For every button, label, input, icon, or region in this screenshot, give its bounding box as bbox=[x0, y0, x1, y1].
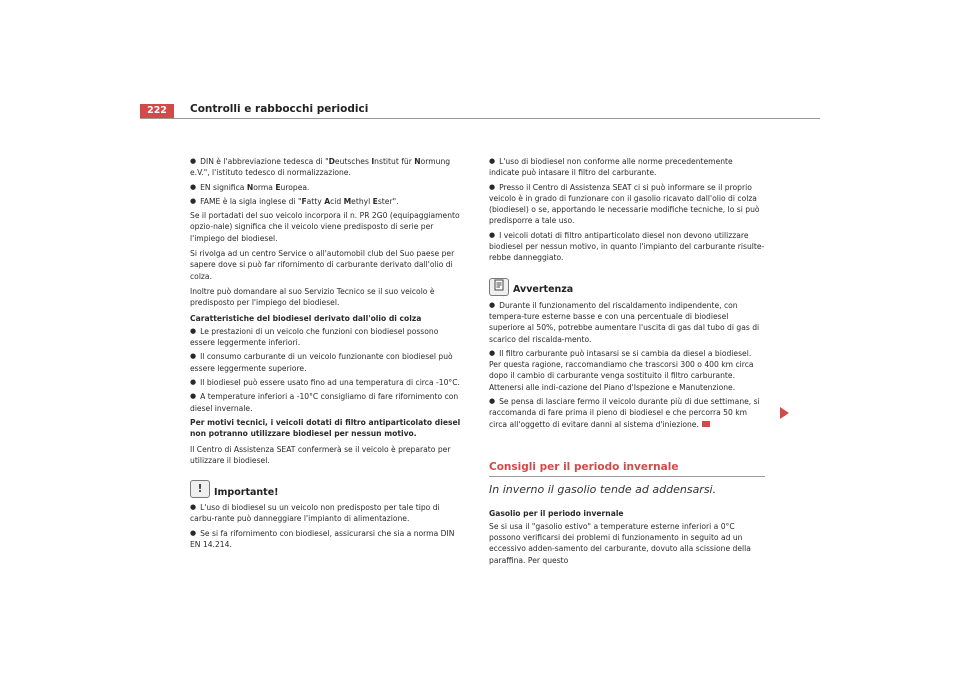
list-item: ● Presso il Centro di Assistenza SEAT ci si può informare se il proprio veicolo è in grado di funzionare con il gasolio ricavato dall'olio di colza (biodiesel) o se, apportando le necessarie modifiche tecniche, lo si può predisporre a tale uso. bbox=[489, 182, 760, 226]
page-number: 222 bbox=[140, 104, 174, 118]
section-subheading: Gasolio per il periodo invernale bbox=[489, 508, 624, 518]
characteristics-heading: Caratteristiche del biodiesel derivato dall'olio di colza bbox=[190, 313, 422, 323]
list-item: ● Il biodiesel può essere usato fino ad una temperatura di circa -10°C. bbox=[190, 378, 460, 388]
list-item: ● Se si fa rifornimento con biodiesel, assicurarsi che sia a norma DIN EN 14.214. bbox=[190, 528, 455, 550]
service-note: Il Centro di Assistenza SEAT confermerà se il veicolo è preparato per utilizzare il biodiesel. bbox=[190, 444, 451, 465]
list-item: ● I veicoli dotati di filtro antiparticolato diesel non devono utilizzare biodiesel per nessun motivo, in quanto l'impianto del carburante risulte-rebbe danneggiato. bbox=[489, 230, 765, 263]
note-icon-graphic bbox=[493, 279, 505, 291]
paragraph: Inoltre può domandare al suo Servizio Tecnico se il suo veicolo è predisposto per l'impiego del biodiesel. bbox=[190, 286, 435, 308]
left-column bbox=[190, 156, 465, 553]
right-column bbox=[489, 156, 765, 570]
bullet-icon: ● bbox=[190, 326, 197, 335]
bullet-icon: ● bbox=[190, 503, 197, 512]
header-divider bbox=[140, 118, 820, 119]
note-icon bbox=[489, 278, 509, 296]
list-item: ● DIN è l'abbreviazione tedesca di "Deutsches Institut für Normung e.V.", l'istituto tedesco di normalizzazione. bbox=[190, 157, 451, 178]
bullet-icon: ● bbox=[489, 157, 496, 165]
paragraph: Se il portadati del suo veicolo incorpora il n. PR 2G0 (equipaggiamento opzio-nale) significa che il veicolo viene predisposto di serie per l'impiego del biodiesel. bbox=[190, 211, 460, 243]
bullet-icon: ● bbox=[190, 352, 197, 361]
paragraph: Se si usa il "gasolio estivo" a temperature esterne inferiori a 0°C possono verificarsi dei problemi di funzionamento in seguito ad un eccessivo adden-samento del carburante, dovuto alla scissione della paraffina. Per questo bbox=[489, 521, 751, 565]
page-header-title: Controlli e rabbocchi periodici bbox=[190, 103, 369, 115]
list-item: ● EN significa Norma Europea. bbox=[190, 182, 310, 192]
section-subtitle: In inverno il gasolio tende ad addensarsi. bbox=[489, 483, 717, 497]
paragraph: Si rivolga ad un centro Service o all'automobil club del Suo paese per sapere dove si può far rifornimento di carburante derivato dall'olio di colza. bbox=[190, 249, 455, 281]
bullet-icon: ● bbox=[489, 182, 496, 191]
bullet-icon: ● bbox=[190, 392, 197, 401]
list-item: ● L'uso di biodiesel non conforme alle norme precedentemente indicate può intasare il filtro del carburante. bbox=[489, 157, 733, 178]
important-title: Importante! bbox=[214, 486, 279, 498]
exclamation-icon: ! bbox=[190, 480, 210, 498]
section-title: Consigli per il periodo invernale bbox=[489, 462, 765, 477]
bullet-icon: ● bbox=[190, 196, 197, 205]
bullet-icon: ● bbox=[489, 300, 496, 309]
bullet-icon: ● bbox=[190, 182, 197, 191]
list-item: ● Il consumo carburante di un veicolo funzionante con biodiesel può essere leggermente superiore. bbox=[190, 352, 453, 373]
bullet-icon: ● bbox=[190, 378, 197, 387]
bullet-icon: ● bbox=[190, 528, 197, 537]
bullet-icon: ● bbox=[489, 230, 496, 239]
list-item: ● FAME è la sigla inglese di "Fatty Acid Methyl Ester". bbox=[190, 196, 399, 206]
list-item: ● Se pensa di lasciare fermo il veicolo durante più di due settimane, si raccomanda di fare prima il pieno di biodiesel e che percorra 50 km circa all'oggetto di evitare danni al sistema d'iniezione. bbox=[489, 397, 760, 429]
list-item: ● Le prestazioni di un veicolo che funzioni con biodiesel possono essere leggermente inferiori. bbox=[190, 326, 439, 348]
bullet-icon: ● bbox=[190, 157, 197, 165]
list-item: ● Durante il funzionamento del riscaldamento indipendente, con tempera-ture esterne basse e con una percentuale di biodiesel superiore al 50%, potrebbe aumentare l'uscita di gas dal tubo di gas di scarico del riscalda-mento. bbox=[489, 300, 760, 344]
end-of-section-icon bbox=[702, 421, 710, 427]
list-item: ● A temperature inferiori a -10°C consigliamo di fare rifornimento con diesel invernale. bbox=[190, 392, 459, 413]
warning-title: Avvertenza bbox=[513, 284, 574, 296]
list-item: ● Il filtro carburante può intasarsi se si cambia da diesel a biodiesel. Per questa ragione, raccomandiamo che trascorsi 300 o 400 km circa dopo il cambio di carburante venga sostituito il filtro carburante. Attenersi alle indi-cazione del Piano d'Ispezione e Manutenzione. bbox=[489, 348, 754, 392]
important-notice-header bbox=[190, 480, 465, 498]
technical-note: Per motivi tecnici, i veicoli dotati di filtro antiparticolato diesel non potranno utilizzare biodiesel per nessun motivo. bbox=[190, 417, 461, 439]
next-page-arrow-icon bbox=[780, 407, 789, 419]
warning-notice-header bbox=[489, 278, 765, 296]
bullet-icon: ● bbox=[489, 348, 496, 357]
bullet-icon: ● bbox=[489, 397, 496, 406]
list-item: ● L'uso di biodiesel su un veicolo non predisposto per tale tipo di carbu-rante può danneggiare l'impianto di alimentazione. bbox=[190, 503, 440, 524]
